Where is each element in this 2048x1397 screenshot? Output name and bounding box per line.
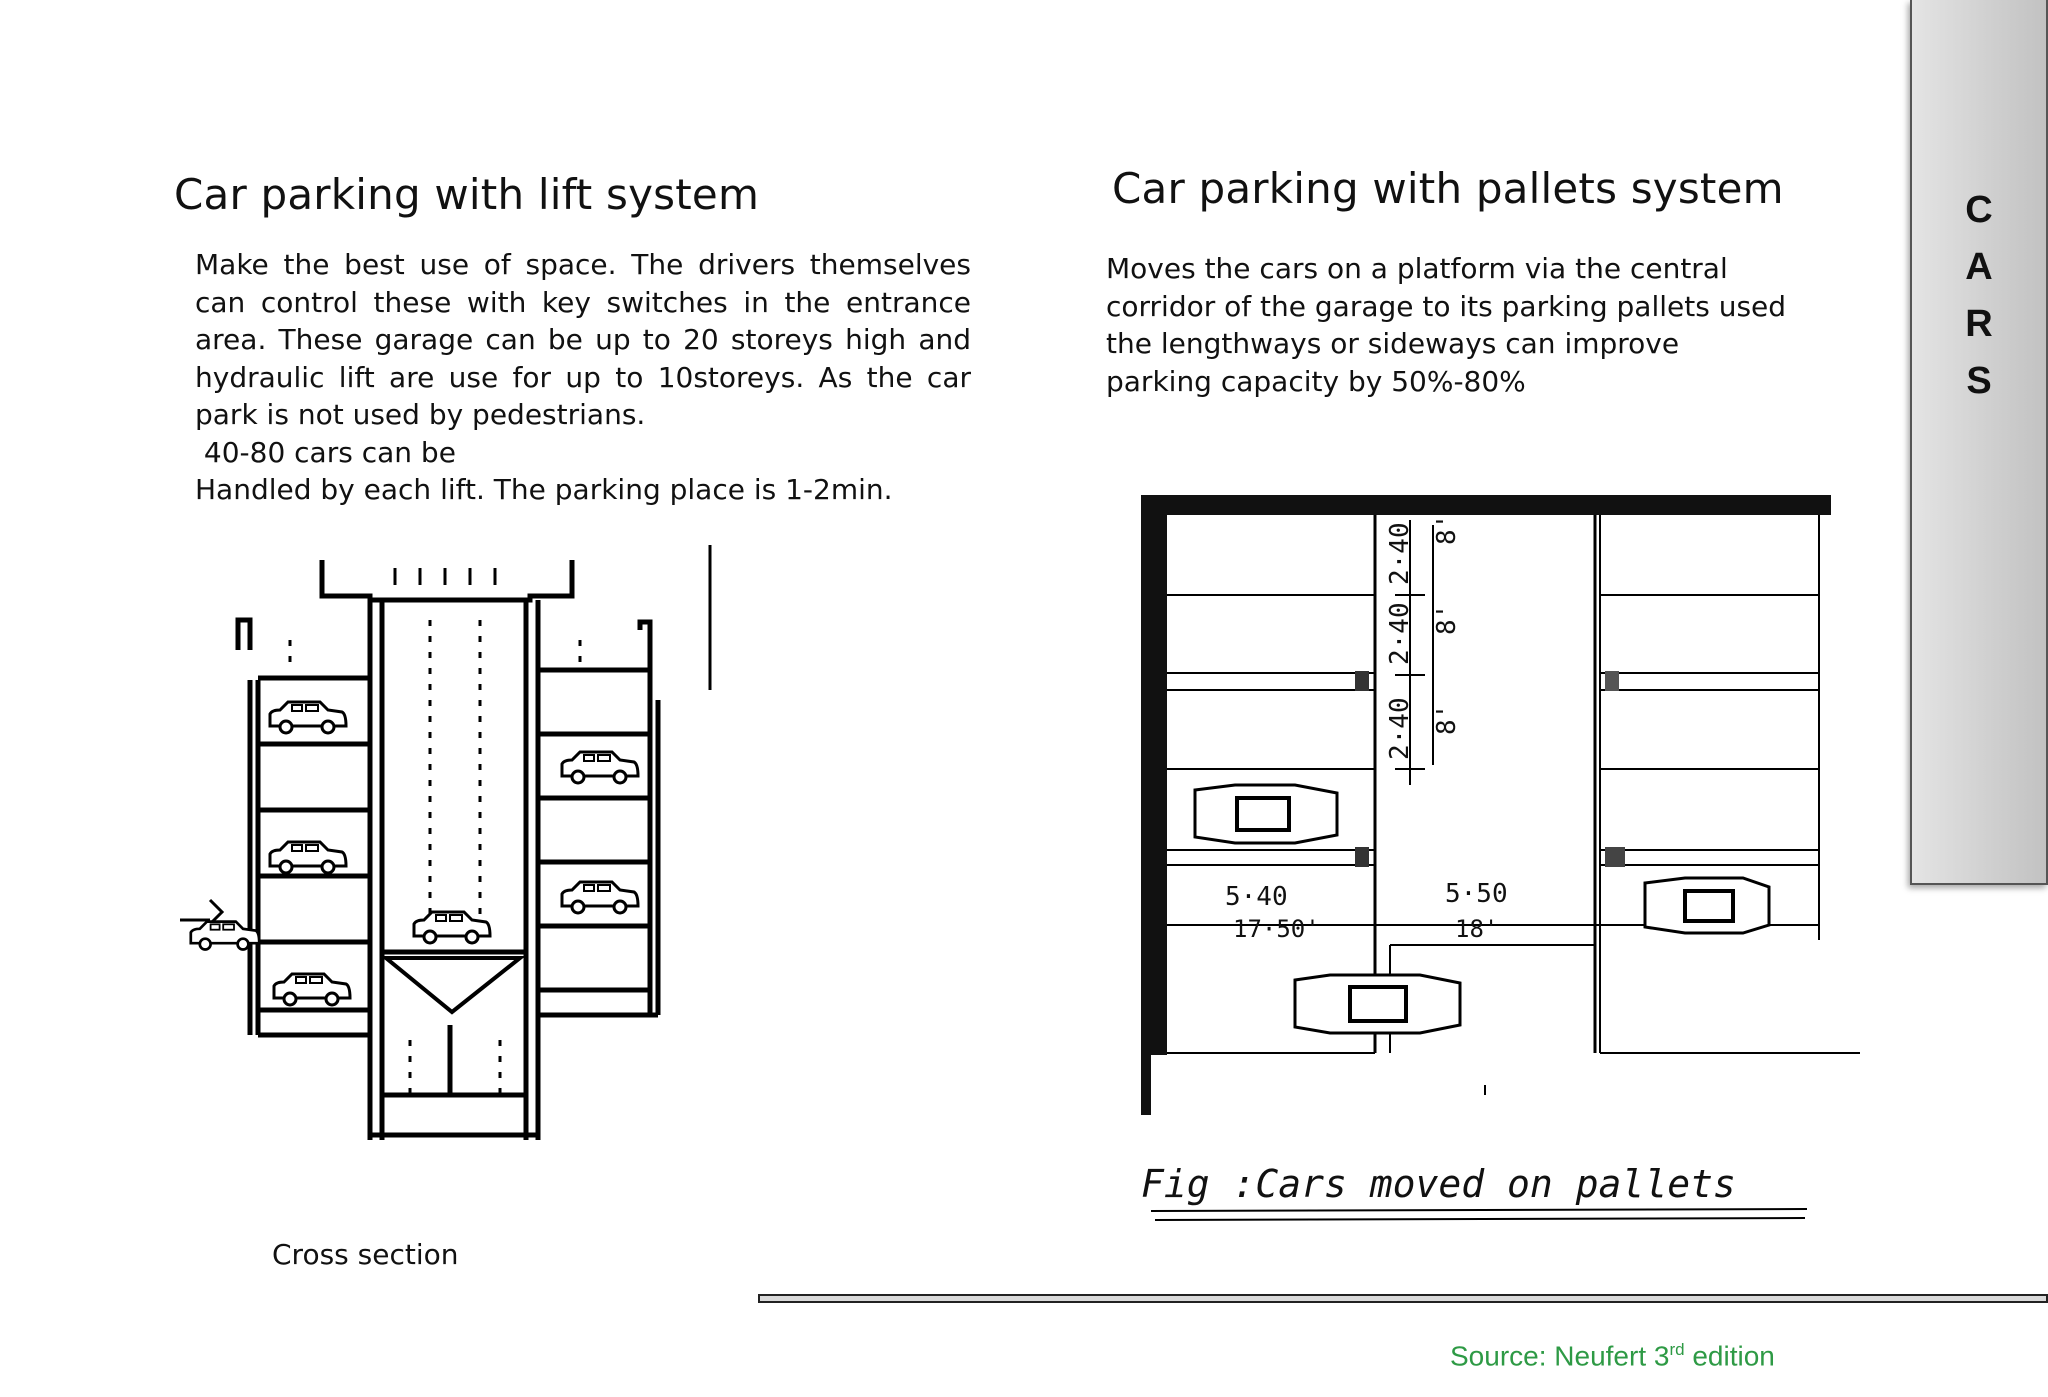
sidebar-letter: C xyxy=(1965,189,1993,231)
dim-feet-3: 8' xyxy=(1432,703,1462,735)
dim-vertical-3: 2·40 xyxy=(1385,697,1415,760)
cross-section-caption: Cross section xyxy=(272,1238,459,1271)
cars-sidebar-tab xyxy=(1910,0,2048,885)
dim-left-ft: 17·50' xyxy=(1233,915,1320,943)
pallets-system-sketch xyxy=(1125,485,1865,1230)
sidebar-letter: R xyxy=(1965,303,1993,345)
dim-feet-2: 8' xyxy=(1432,603,1462,635)
dim-left-m: 5·40 xyxy=(1225,882,1288,912)
right-paragraph-line: corridor of the garage to its parking pallets used xyxy=(1106,289,1787,323)
sidebar-letters xyxy=(1912,182,2046,410)
right-paragraph-line: Moves the cars on a platform via the central xyxy=(1106,252,1728,285)
left-paragraph-line: park is not used by pedestrians. xyxy=(195,398,646,431)
left-paragraph-line: area. These garage can be up to 20 storeys high and xyxy=(195,323,971,356)
left-paragraph-line: Make the best use of space. The drivers themselves xyxy=(195,248,971,281)
dim-mid-ft: 18' xyxy=(1455,915,1499,943)
left-paragraph-line: Handled by each lift. The parking place is 1-2min. xyxy=(195,473,893,506)
left-paragraph-line: 40-80 cars can be xyxy=(195,435,456,469)
sidebar-letter: S xyxy=(1966,360,1992,402)
dim-mid-m: 5·50 xyxy=(1445,879,1508,909)
left-paragraph xyxy=(195,246,971,509)
left-paragraph-line: can control these with key switches in the entrance xyxy=(195,285,971,319)
source-superscript: rd xyxy=(1669,1340,1685,1359)
source-citation xyxy=(1450,1340,1775,1372)
left-title: Car parking with lift system xyxy=(174,170,760,219)
dim-vertical-1: 2·40 xyxy=(1385,522,1415,585)
dim-vertical-2: 2·40 xyxy=(1385,602,1415,665)
source-prefix: Source: Neufert 3 xyxy=(1450,1340,1670,1372)
footer-divider xyxy=(758,1294,2048,1303)
right-paragraph-line: parking capacity by 50%-80% xyxy=(1106,364,1526,398)
dim-feet-1: 8' xyxy=(1432,513,1462,545)
right-paragraph xyxy=(1106,250,1806,400)
lift-cross-section-drawing xyxy=(180,540,720,1160)
source-suffix: edition xyxy=(1684,1340,1775,1372)
right-title: Car parking with pallets system xyxy=(1112,164,1784,213)
right-paragraph-line: the lengthways or sideways can improve xyxy=(1106,327,1680,360)
left-paragraph-line: hydraulic lift are use for up to 10storeys. As the car xyxy=(195,360,971,394)
handwritten-caption: Fig :Cars moved on pallets xyxy=(1141,1162,1736,1206)
sidebar-letter: A xyxy=(1965,246,1993,288)
